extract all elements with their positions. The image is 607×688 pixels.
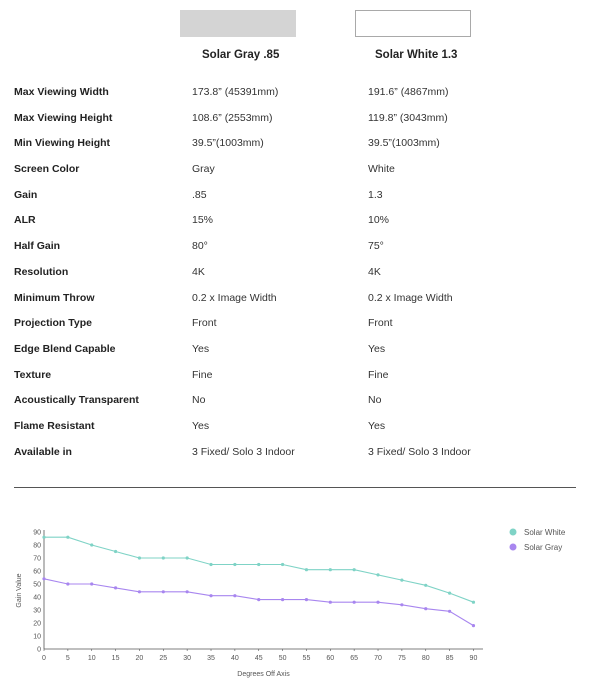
spec-value-solar-white: 119.8” (3043mm): [368, 111, 448, 124]
data-point: [281, 598, 284, 601]
spec-row: [14, 106, 594, 132]
x-tick-label: 45: [254, 655, 263, 662]
spec-label: Max Viewing Height: [14, 111, 113, 124]
x-tick-label: 40: [230, 655, 239, 662]
data-point: [353, 601, 356, 604]
x-tick-label: 65: [350, 655, 359, 662]
data-point: [66, 582, 69, 585]
spec-value-solar-white: No: [368, 394, 382, 407]
spec-row: [14, 157, 594, 183]
spec-value-solar-gray: Yes: [192, 342, 210, 355]
x-tick-label: 15: [111, 655, 120, 662]
x-tick-label: 5: [65, 655, 70, 662]
data-point: [138, 590, 141, 593]
data-point: [281, 563, 284, 566]
spec-row: [14, 363, 594, 389]
data-point: [400, 579, 403, 582]
data-point: [186, 556, 189, 559]
data-point: [257, 598, 260, 601]
legend-label: Solar White: [524, 528, 566, 537]
spec-value-solar-gray: Front: [192, 317, 217, 330]
x-tick-label: 70: [374, 655, 382, 662]
spec-value-solar-white: 3 Fixed/ Solo 3 Indoor: [368, 445, 471, 458]
legend-marker: [510, 544, 517, 551]
spec-value-solar-white: Yes: [368, 342, 386, 355]
data-point: [66, 536, 69, 539]
spec-row: [14, 414, 594, 440]
spec-label: Edge Blend Capable: [14, 342, 116, 355]
data-point: [233, 594, 236, 597]
spec-value-solar-white: 39.5”(1003mm): [368, 137, 440, 150]
series-line-solar-gray: [44, 579, 474, 626]
data-point: [424, 584, 427, 587]
spec-label: Max Viewing Width: [14, 86, 109, 98]
y-tick-label: 40: [33, 594, 41, 602]
x-tick-label: 10: [87, 655, 96, 662]
x-tick-label: 90: [469, 655, 478, 662]
spec-row: [14, 234, 594, 260]
x-tick-label: 85: [445, 655, 454, 662]
spec-value-solar-gray: 0.2 x Image Width: [192, 291, 277, 304]
spec-value-solar-gray: 80°: [192, 240, 208, 253]
x-tick-label: 50: [278, 655, 287, 662]
y-tick-label: 20: [33, 620, 41, 628]
data-point: [114, 550, 117, 553]
x-tick-label: 0: [42, 655, 46, 662]
x-tick-label: 35: [207, 655, 215, 662]
gain-chart: [0, 505, 607, 688]
spec-label: Half Gain: [14, 240, 61, 253]
data-point: [209, 563, 212, 566]
spec-value-solar-white: Yes: [368, 419, 386, 432]
spec-row: [14, 440, 594, 466]
data-point: [138, 556, 141, 559]
data-point: [472, 624, 475, 627]
x-tick-label: 55: [302, 655, 311, 662]
spec-value-solar-gray: 108.6” (2553mm): [192, 111, 273, 124]
spec-value-solar-gray: 4K: [192, 265, 205, 278]
spec-row: [14, 286, 594, 312]
spec-value-solar-gray: 15%: [192, 214, 214, 227]
spec-row: [14, 208, 594, 234]
data-point: [329, 568, 332, 571]
spec-label: Available in: [14, 445, 72, 458]
spec-row: [14, 337, 594, 363]
spec-value-solar-white: Fine: [368, 368, 389, 381]
spec-label: Gain: [14, 188, 38, 201]
spec-value-solar-white: Front: [368, 317, 393, 330]
spec-value-solar-white: 4K: [368, 265, 381, 278]
data-point: [114, 586, 117, 589]
y-axis-label: Gain Value: [16, 573, 23, 608]
column-header-solar-white: Solar White 1.3: [375, 49, 458, 61]
spec-value-solar-white: White: [368, 163, 395, 176]
series-line-solar-white: [44, 537, 474, 602]
spec-value-solar-gray: 173.8” (45391mm): [192, 86, 279, 98]
y-tick-label: 60: [33, 568, 41, 576]
x-tick-label: 25: [159, 655, 168, 662]
y-tick-label: 0: [37, 646, 41, 654]
spec-row: [14, 311, 594, 337]
data-point: [305, 598, 308, 601]
spec-value-solar-gray: Gray: [192, 163, 215, 176]
data-point: [257, 563, 260, 566]
spec-table: [14, 80, 594, 465]
spec-row: [14, 388, 594, 414]
spec-label: Texture: [14, 368, 52, 381]
data-point: [353, 568, 356, 571]
data-point: [90, 543, 93, 546]
y-tick-label: 30: [33, 607, 41, 615]
spec-row: [14, 183, 594, 209]
data-point: [400, 603, 403, 606]
spec-value-solar-white: 191.6” (4867mm): [368, 86, 449, 98]
spec-label: ALR: [14, 214, 36, 227]
spec-value-solar-white: 75°: [368, 240, 384, 253]
data-point: [209, 594, 212, 597]
data-point: [329, 601, 332, 604]
data-point: [305, 568, 308, 571]
legend-marker: [510, 529, 517, 536]
spec-row: [14, 80, 594, 106]
spec-value-solar-white: 0.2 x Image Width: [368, 291, 453, 304]
spec-value-solar-gray: 39.5”(1003mm): [192, 137, 264, 150]
y-tick-label: 80: [33, 542, 41, 550]
legend-label: Solar Gray: [524, 543, 563, 552]
spec-label: Acoustically Transparent: [14, 394, 139, 407]
data-point: [186, 590, 189, 593]
column-header-solar-gray: Solar Gray .85: [202, 49, 280, 61]
x-tick-label: 60: [326, 655, 335, 662]
data-point: [376, 601, 379, 604]
x-tick-label: 30: [183, 655, 192, 662]
data-point: [162, 556, 165, 559]
section-divider: [14, 487, 576, 488]
data-point: [42, 536, 45, 539]
spec-value-solar-white: 10%: [368, 214, 390, 227]
y-tick-label: 10: [33, 633, 41, 641]
data-point: [448, 610, 451, 613]
y-tick-label: 90: [33, 529, 41, 537]
x-axis-label: Degrees Off Axis: [237, 671, 290, 678]
data-point: [424, 607, 427, 610]
data-point: [448, 592, 451, 595]
spec-label: Minimum Throw: [14, 291, 95, 304]
solar-white-swatch: [355, 10, 471, 37]
spec-row: [14, 131, 594, 157]
data-point: [233, 563, 236, 566]
data-point: [376, 573, 379, 576]
spec-label: Flame Resistant: [14, 419, 95, 432]
data-point: [42, 577, 45, 580]
y-tick-label: 70: [33, 555, 41, 563]
solar-gray-swatch: [180, 10, 296, 37]
spec-value-solar-gray: No: [192, 394, 206, 407]
spec-value-solar-gray: Yes: [192, 419, 210, 432]
spec-label: Resolution: [14, 265, 69, 278]
spec-label: Screen Color: [14, 163, 80, 176]
x-tick-label: 80: [421, 655, 430, 662]
data-point: [90, 582, 93, 585]
spec-value-solar-gray: 3 Fixed/ Solo 3 Indoor: [192, 445, 295, 458]
y-tick-label: 50: [33, 581, 41, 589]
x-tick-label: 20: [135, 655, 144, 662]
spec-value-solar-white: 1.3: [368, 188, 383, 201]
data-point: [162, 590, 165, 593]
spec-value-solar-gray: Fine: [192, 368, 213, 381]
spec-value-solar-gray: .85: [192, 188, 207, 201]
x-tick-label: 75: [397, 655, 406, 662]
spec-row: [14, 260, 594, 286]
spec-label: Min Viewing Height: [14, 137, 111, 150]
data-point: [472, 601, 475, 604]
spec-label: Projection Type: [14, 317, 92, 330]
